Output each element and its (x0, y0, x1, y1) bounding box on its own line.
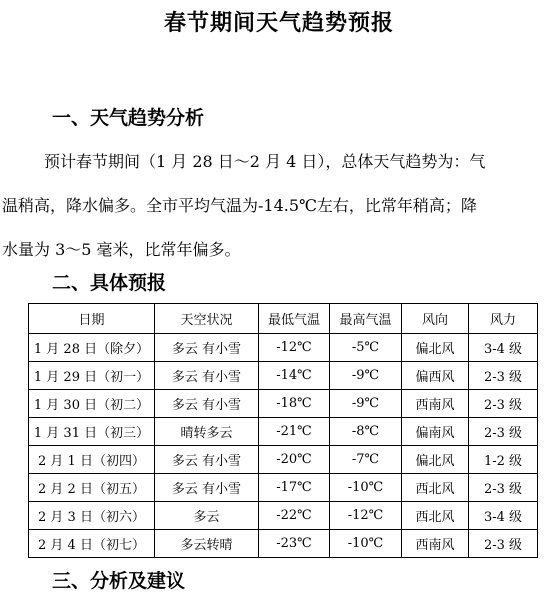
table-row (29, 390, 538, 418)
max-temp-cell: -7℃ (330, 446, 402, 474)
table-row (29, 334, 538, 362)
table-header-row (29, 304, 538, 334)
paragraph-line: 水量为 3～5 毫米，比常年偏多。 (2, 240, 241, 259)
trend-analysis-paragraph (0, 140, 558, 272)
max-temp-cell: -8℃ (330, 418, 402, 446)
date-cell: 2 月 2 日（初五） (29, 474, 155, 502)
max-temp-cell: -10℃ (330, 474, 402, 502)
wind-force-cell: 2-3 级 (469, 474, 538, 502)
wind-direction-cell: 偏北风 (402, 334, 469, 362)
date-cell: 2 月 1 日（初四） (29, 446, 155, 474)
min-temp-cell: -22℃ (259, 502, 330, 530)
max-temp-cell: -12℃ (330, 502, 402, 530)
table-row (29, 362, 538, 390)
wind-force-cell: 2-3 级 (469, 418, 538, 446)
wind-direction-cell: 偏南风 (402, 418, 469, 446)
wind-force-cell: 3-4 级 (469, 502, 538, 530)
min-temp-cell: -12℃ (259, 334, 330, 362)
sky-condition-cell: 多云 有小雪 (155, 334, 259, 362)
document-title: 春节期间天气趋势预报 (163, 10, 394, 36)
min-temp-cell: -21℃ (259, 418, 330, 446)
table-row (29, 446, 538, 474)
max-temp-cell: -10℃ (330, 530, 402, 558)
table-row (29, 530, 538, 558)
min-temp-cell: -23℃ (259, 530, 330, 558)
section-heading-trend-analysis: 一、天气趋势分析 (52, 107, 205, 129)
sky-condition-cell: 多云 有小雪 (155, 446, 259, 474)
wind-force-cell: 2-3 级 (469, 530, 538, 558)
table-row (29, 502, 538, 530)
min-temp-cell: -18℃ (259, 390, 330, 418)
min-temp-cell: -17℃ (259, 474, 330, 502)
paragraph-line: 温稍高，降水偏多。全市平均气温为-14.5℃左右，比常年稍高；降 (2, 196, 477, 215)
table-row (29, 418, 538, 446)
column-header-wind-direction: 风向 (402, 304, 469, 334)
wind-force-cell: 1-2 级 (469, 446, 538, 474)
date-cell: 1 月 31 日（初三） (29, 418, 155, 446)
date-cell: 2 月 4 日（初七） (29, 530, 155, 558)
column-header-max-temp: 最高气温 (330, 304, 402, 334)
wind-direction-cell: 西南风 (402, 530, 469, 558)
column-header-sky-condition: 天空状况 (155, 304, 259, 334)
max-temp-cell: -5℃ (330, 334, 402, 362)
min-temp-cell: -14℃ (259, 362, 330, 390)
column-header-wind-force: 风力 (469, 304, 538, 334)
wind-direction-cell: 偏西风 (402, 362, 469, 390)
wind-direction-cell: 偏北风 (402, 446, 469, 474)
max-temp-cell: -9℃ (330, 390, 402, 418)
column-header-min-temp: 最低气温 (259, 304, 330, 334)
sky-condition-cell: 多云转晴 (155, 530, 259, 558)
forecast-table (28, 303, 538, 558)
wind-force-cell: 3-4 级 (469, 334, 538, 362)
paragraph-line: 预计春节期间（1 月 28 日～2 月 4 日），总体天气趋势为：气 (44, 152, 486, 171)
wind-force-cell: 2-3 级 (469, 362, 538, 390)
date-cell: 1 月 28 日（除夕） (29, 334, 155, 362)
date-cell: 1 月 30 日（初二） (29, 390, 155, 418)
date-cell: 1 月 29 日（初一） (29, 362, 155, 390)
sky-condition-cell: 多云 有小雪 (155, 390, 259, 418)
wind-force-cell: 2-3 级 (469, 390, 538, 418)
sky-condition-cell: 多云 有小雪 (155, 474, 259, 502)
section-heading-detailed-forecast: 二、具体预报 (52, 272, 167, 294)
sky-condition-cell: 多云 有小雪 (155, 362, 259, 390)
wind-direction-cell: 西南风 (402, 390, 469, 418)
max-temp-cell: -9℃ (330, 362, 402, 390)
section-heading-analysis-suggestions: 三、分析及建议 (52, 570, 186, 592)
table-row (29, 474, 538, 502)
wind-direction-cell: 西北风 (402, 474, 469, 502)
wind-direction-cell: 西北风 (402, 502, 469, 530)
min-temp-cell: -20℃ (259, 446, 330, 474)
sky-condition-cell: 晴转多云 (155, 418, 259, 446)
sky-condition-cell: 多云 (155, 502, 259, 530)
column-header-date: 日期 (29, 304, 155, 334)
date-cell: 2 月 3 日（初六） (29, 502, 155, 530)
